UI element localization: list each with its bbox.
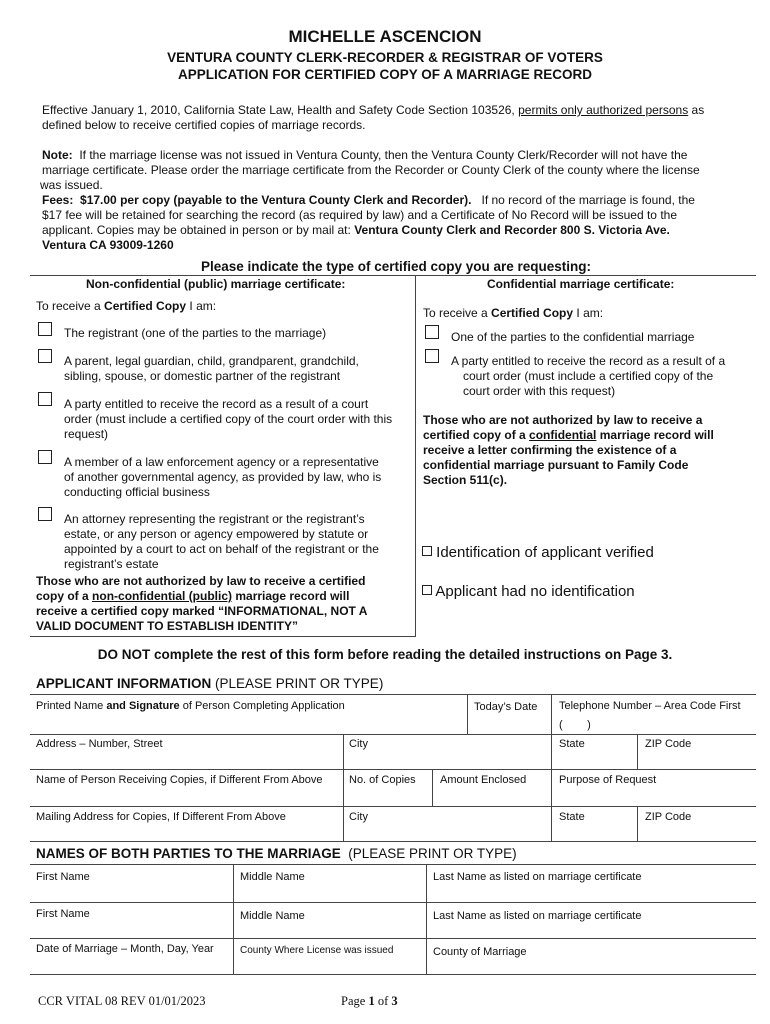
applicant-heading	[36, 676, 383, 691]
warning-line: VALID DOCUMENT TO ESTABLISH IDENTITY”	[36, 619, 299, 633]
first-name-1-field[interactable]: First Name	[36, 871, 90, 883]
city-field[interactable]: City	[349, 738, 368, 750]
form-title: APPLICATION FOR CERTIFIED COPY OF A MARRIAGE RECORD	[177, 67, 592, 82]
right-receive-pre: To receive a	[423, 306, 488, 320]
warning-line: marriage record will	[599, 428, 714, 442]
fees-paragraph	[42, 193, 742, 253]
option-line: A party entitled to receive the record as a result of a	[451, 354, 726, 368]
option-family-member	[64, 354, 414, 384]
option-line: request)	[64, 427, 109, 441]
first-name-2-field[interactable]: First Name	[36, 908, 90, 920]
right-warning	[423, 413, 753, 488]
option-confidential-party	[451, 330, 751, 345]
warning-underline: non-confidential (public)	[92, 589, 233, 603]
mailing-city-field[interactable]: City	[349, 811, 368, 823]
right-receive-post: I am:	[576, 306, 604, 320]
checkbox-attorney[interactable]	[38, 507, 52, 521]
checkbox-registrant[interactable]	[38, 322, 52, 336]
current-page: 1	[368, 994, 375, 1008]
option-line: The registrant (one of the parties to the marriage)	[64, 326, 327, 340]
option-line: A member of a law enforcement agency or a representative	[64, 455, 379, 469]
warning-line: marriage record will	[235, 589, 350, 603]
mailing-state-field[interactable]: State	[559, 811, 585, 823]
id-verified-label: Identification of applicant verified	[436, 544, 654, 561]
page-of: of	[377, 994, 389, 1008]
intro-text: Effective January 1, 2010, California State Law, Health and Safety Code Section 103526,	[42, 103, 515, 117]
printed-name-field[interactable]	[36, 700, 345, 712]
form-id: CCR VITAL 08 REV 01/01/2023	[38, 994, 206, 1008]
request-type-heading: Please indicate the type of certified copy you are requesting:	[200, 259, 592, 274]
todays-date-field[interactable]: Today’s Date	[474, 701, 538, 713]
option-line: of another governmental agency, as provided by law, who is	[64, 470, 382, 484]
option-law-enforcement	[64, 455, 414, 500]
option-line: court order with this request)	[463, 384, 616, 398]
right-receive-text	[423, 306, 603, 321]
applicant-name-title: MICHELLE ASCENCION	[288, 27, 482, 46]
checkbox-confidential-party[interactable]	[425, 325, 439, 339]
page-number	[341, 994, 398, 1009]
note-line1: If the marriage license was not issued in Ventura County, then the Ventura County Clerk/Recorder will not have the	[79, 148, 688, 162]
intro-paragraph	[42, 103, 742, 133]
option-attorney	[64, 512, 414, 572]
zip-field[interactable]: ZIP Code	[645, 738, 692, 750]
warning-line: Section 511(c).	[423, 473, 508, 487]
checkbox-confidential-court-order[interactable]	[425, 349, 439, 363]
warning-underline: confidential	[529, 428, 597, 442]
left-warning	[36, 574, 414, 634]
marriage-date-field[interactable]: Date of Marriage – Month, Day, Year	[36, 943, 214, 955]
parties-heading	[36, 846, 517, 861]
clerk-address: Ventura County Clerk and Recorder 800 S. Victoria Ave.	[354, 223, 670, 237]
note-line3: was issued.	[40, 178, 103, 192]
option-line: appointed by a court to act on behalf of the registrant or the	[64, 542, 379, 556]
do-not-notice: DO NOT complete the rest of this form before reading the detailed instructions on Page 3.	[97, 647, 673, 662]
left-receive-bold: Certified Copy	[104, 299, 187, 313]
option-court-order	[64, 397, 414, 442]
note-paragraph	[42, 148, 742, 193]
amount-enclosed-field[interactable]: Amount Enclosed	[440, 774, 527, 786]
checkbox-id-verified[interactable]	[422, 546, 432, 556]
marriage-county-field[interactable]: County of Marriage	[433, 946, 527, 958]
nonconfidential-title: Non-confidential (public) marriage certificate:	[86, 277, 346, 291]
applicant-heading-bold: APPLICANT INFORMATION	[36, 676, 212, 691]
clerk-city-zip: Ventura CA 93009-1260	[42, 238, 174, 252]
checkbox-family-member[interactable]	[38, 349, 52, 363]
right-receive-bold: Certified Copy	[491, 306, 574, 320]
fees-label: Fees:	[42, 193, 74, 207]
middle-name-2-field[interactable]: Middle Name	[240, 910, 305, 922]
option-line: estate, or any person or agency empowered by statute or	[64, 527, 369, 541]
field-label: of Person Completing Application	[182, 700, 345, 712]
option-line: conducting official business	[64, 485, 210, 499]
note-label: Note:	[42, 148, 73, 162]
total-pages: 3	[391, 994, 398, 1008]
note-line2: marriage certificate. Please order the marriage certificate from the Recorder or County Clerk of the county where the license	[42, 163, 700, 177]
applicant-heading-rest: (PLEASE PRINT OR TYPE)	[215, 676, 384, 691]
license-county-field[interactable]: County Where License was issued	[240, 945, 394, 956]
fees-line1: If no record of the marriage is found, the	[481, 193, 695, 207]
middle-name-1-field[interactable]: Middle Name	[240, 871, 305, 883]
mailing-address-field[interactable]: Mailing Address for Copies, If Different From Above	[36, 811, 286, 823]
authorized-persons-link: permits only authorized persons	[518, 103, 689, 117]
last-name-2-field[interactable]: Last Name as listed on marriage certificate	[433, 910, 642, 922]
office-title: VENTURA COUNTY CLERK-RECORDER & REGISTRAR OF VOTERS	[167, 50, 603, 65]
no-id-row	[422, 583, 635, 600]
num-copies-field[interactable]: No. of Copies	[349, 774, 416, 786]
mailing-zip-field[interactable]: ZIP Code	[645, 811, 692, 823]
checkbox-no-id[interactable]	[422, 585, 432, 595]
fees-line3: applicant. Copies may be obtained in person or by mail at:	[42, 223, 351, 237]
parties-heading-rest: (PLEASE PRINT OR TYPE)	[348, 846, 517, 861]
parties-heading-bold: NAMES OF BOTH PARTIES TO THE MARRIAGE	[36, 846, 341, 861]
option-line: registrant’s estate	[64, 557, 159, 571]
receiver-name-field[interactable]: Name of Person Receiving Copies, if Different From Above	[36, 774, 323, 786]
warning-line: Those who are not authorized by law to receive a certified	[36, 574, 366, 588]
fees-amount: $17.00 per copy (payable to the Ventura County Clerk and Recorder).	[80, 193, 472, 207]
left-receive-post: I am:	[189, 299, 217, 313]
area-code-field[interactable]: ( )	[559, 719, 591, 731]
fees-line2: $17 fee will be retained for searching the record (as required by law) and a Certificate of No Record will be issued to the	[42, 208, 677, 222]
warning-line: receive a letter confirming the existence of a	[423, 443, 677, 457]
id-verified-row	[422, 544, 654, 561]
last-name-1-field[interactable]: Last Name as listed on marriage certificate	[433, 871, 642, 883]
intro-text-end: as	[691, 103, 705, 117]
warning-line: Those who are not authorized by law to receive a	[423, 413, 703, 427]
page-label: Page	[341, 994, 366, 1008]
option-line: An attorney representing the registrant or the registrant’s	[64, 512, 365, 526]
option-line: court order (must include a certified copy of the	[463, 369, 714, 383]
purpose-field[interactable]: Purpose of Request	[559, 774, 657, 786]
field-label: Printed Name	[36, 700, 104, 712]
warning-line: confidential marriage pursuant to Family Code	[423, 458, 689, 472]
state-field[interactable]: State	[559, 738, 585, 750]
warning-line: certified copy of a	[423, 428, 526, 442]
field-label-bold: and Signature	[106, 700, 180, 712]
option-line: A parent, legal guardian, child, grandparent, grandchild,	[64, 354, 359, 368]
option-line: order (must include a certified copy of the court order with this	[64, 412, 393, 426]
option-confidential-court-order	[451, 354, 751, 399]
address-field[interactable]: Address – Number, Street	[36, 738, 163, 750]
confidential-title: Confidential marriage certificate:	[487, 277, 675, 291]
checkbox-law-enforcement[interactable]	[38, 450, 52, 464]
intro-text-line2: defined below to receive certified copies of marriage records.	[42, 118, 366, 132]
no-id-label: Applicant had no identification	[435, 583, 635, 600]
warning-line: receive a certified copy marked “INFORMATIONAL, NOT A	[36, 604, 368, 618]
option-line: sibling, spouse, or domestic partner of the registrant	[64, 369, 341, 383]
checkbox-court-order[interactable]	[38, 392, 52, 406]
left-receive-text	[36, 299, 216, 314]
left-receive-pre: To receive a	[36, 299, 101, 313]
option-registrant	[64, 326, 414, 341]
warning-line: copy of a	[36, 589, 89, 603]
option-line: One of the parties to the confidential marriage	[451, 330, 695, 344]
telephone-field[interactable]: Telephone Number – Area Code First	[559, 700, 741, 712]
option-line: A party entitled to receive the record as a result of a court	[64, 397, 369, 411]
